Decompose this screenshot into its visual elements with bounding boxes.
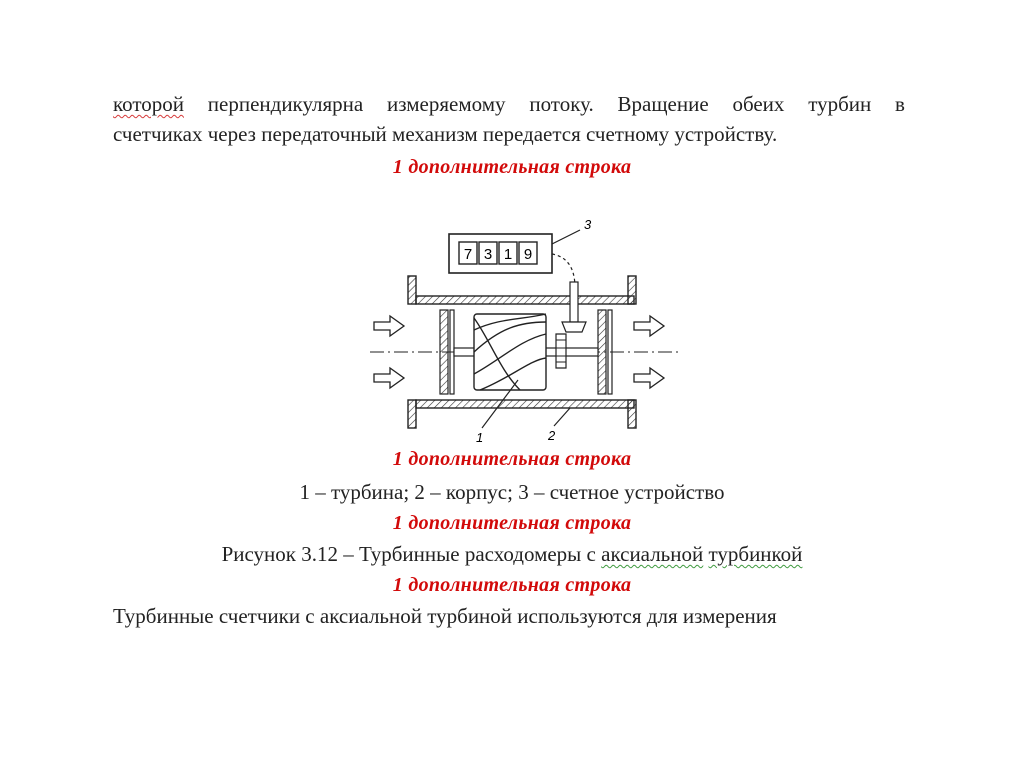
counter-digit: 9 — [523, 246, 533, 263]
figure-caption — [0, 542, 1024, 567]
word: Вращение — [617, 92, 709, 116]
word: перпендикулярна — [207, 92, 364, 116]
callout-1: 1 — [476, 430, 484, 445]
word: которой — [113, 92, 184, 116]
counter-digit: 3 — [483, 246, 493, 263]
extra-line-4: 1 дополнительная строка — [392, 574, 632, 596]
caption-prefix: Рисунок 3.12 – Турбинные расходомеры с — [221, 542, 602, 566]
caption-word-axial: аксиальной — [601, 542, 704, 566]
counter-digit: 7 — [463, 246, 473, 263]
turbine-rotor — [474, 314, 546, 390]
extra-line-2: 1 дополнительная строка — [392, 448, 632, 470]
figure-legend: 1 – турбина; 2 – корпус; 3 – счетное устройство — [299, 480, 725, 504]
turbine-flowmeter-diagram — [370, 210, 690, 450]
callout-3: 3 — [584, 217, 592, 232]
word: турбин — [808, 92, 872, 116]
callout-2: 2 — [548, 428, 556, 443]
extra-line-3: 1 дополнительная строка — [392, 512, 632, 534]
word: измеряемому — [387, 92, 506, 116]
word: обеих — [732, 92, 785, 116]
counter-device — [449, 234, 552, 273]
paragraph-1-line-2: счетчиках через передаточный механизм передается счетному устройству. — [113, 122, 778, 146]
word: потоку. — [529, 92, 594, 116]
paragraph-1-line-1 — [113, 92, 905, 117]
paragraph-2: Турбинные счетчики с аксиальной турбиной используются для измерения — [113, 604, 777, 628]
counter-digit: 1 — [503, 246, 513, 263]
word: в — [895, 92, 905, 116]
extra-line-1: 1 дополнительная строка — [392, 156, 632, 178]
caption-word-turbine: турбинкой — [708, 542, 803, 566]
